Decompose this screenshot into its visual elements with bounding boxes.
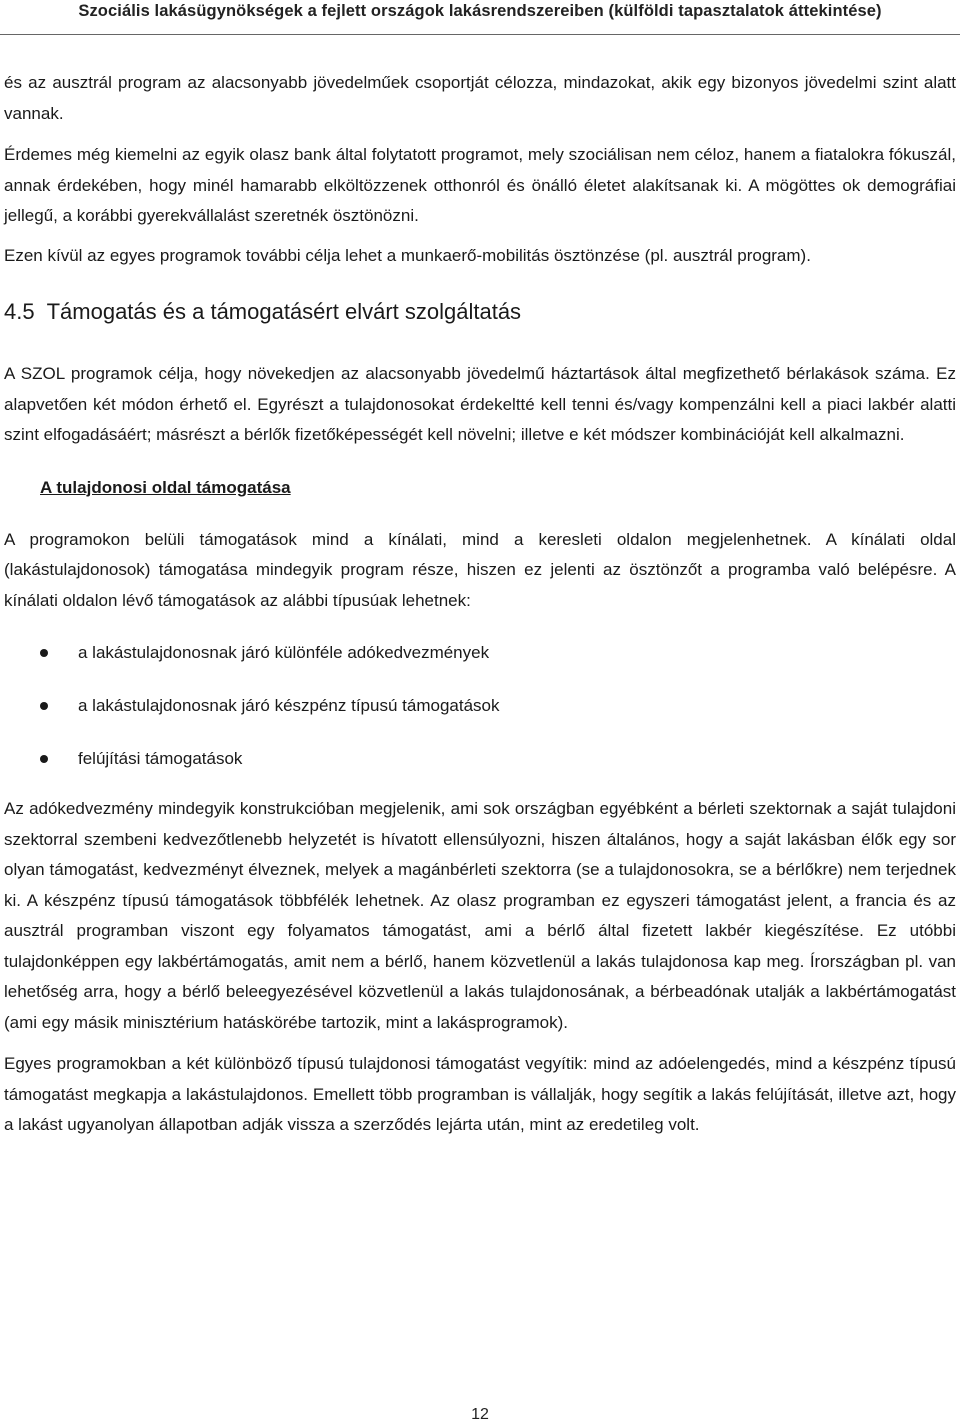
bullet-icon — [40, 755, 48, 763]
subsection-heading: A tulajdonosi oldal támogatása — [40, 477, 291, 497]
header-divider — [0, 34, 960, 35]
paragraph-intro-continued: és az ausztrál program az alacsonyabb jövedelműek csoportját célozza, mindazokat, akik egy bizonyos jövedelmi szint alatt vannak. — [4, 73, 956, 123]
paragraph-supply-side: A programokon belüli támogatások mind a kínálati, mind a keresleti oldalon megjelenhetnek. A kínálati oldal (lakástulajdonosok) támogatása mindegyik program része, hiszen ez jelenti az ösztönzőt a programba való belépésre. A kínálati oldalon lévő támogatások az alábbi típusúak lehetnek: — [4, 529, 956, 610]
section-heading — [4, 297, 956, 327]
bullet-icon — [40, 702, 48, 710]
list-item-text: felújítási támogatások — [78, 749, 243, 768]
list-item — [4, 638, 956, 668]
paragraph-italian-bank: Érdemes még kiemelni az egyik olasz bank által folytatott programot, mely szociálisan nem céloz, hanem a fiatalokra fókuszál, annak érdekében, hogy minél hamarabb elköltözzenek otthonról és önálló életet alakítsanak ki. A mögöttes ok demográfiai jellegű, a korábbi gyerekvállalást szeretnék ösztönözni. — [4, 145, 956, 225]
list-item-text: a lakástulajdonosnak járó készpénz típusú támogatások — [78, 696, 500, 715]
running-header: Szociális lakásügynökségek a fejlett országok lakásrendszereiben (külföldi tapasztalatok áttekintése) — [78, 2, 882, 20]
page-content — [4, 68, 956, 1141]
support-type-list — [4, 638, 956, 774]
list-item — [4, 691, 956, 721]
list-item — [4, 744, 956, 774]
paragraph-combined-support: Egyes programokban a két különböző típusú tulajdonosi támogatást vegyítik: mind az adóelengedés, mind a készpénz típusú támogatást megkapja a lakástulajdonos. Emellett több programban is vállalják, hogy segítik a lakás felújítását, illetve azt, hogy a lakást ugyanolyan állapotban adják vissza a szerződés lejárta után, mint az eredetileg volt. — [4, 1054, 956, 1134]
paragraph-szol-goal: A SZOL programok célja, hogy növekedjen az alacsonyabb jövedelmű háztartások által megfizethető bérlakások száma. Ez alapvetően két módon érhető el. Egyrészt a tulajdonosokat érdekeltté kell tenni és/vagy kompenzálni kell a piaci lakbér alatti szint elfogadásáért; másrészt a bérlők fizetőképességét kell növelni; illetve e két módszer kombinációját kell alkalmazni. — [4, 364, 956, 444]
paragraph-tax-relief: Az adókedvezmény mindegyik konstrukcióban megjelenik, ami sok országban egyébként a bérleti szektornak a saját tulajdoni szektorral szembeni kedvezőtlenebb helyzetét is hívatott ellensúlyozni, hiszen általános, hogy a saját lakásban élők egy sor olyan támogatást, kedvezményt élveznek, melyek a magánbérleti szektorra (se a tulajdonosokra, se a bérlőkre) nem terjednek ki. A készpénz típusú támogatások többfélék lehetnek. Az olasz programban ez egyszeri támogatást jelent, a francia és az ausztrál programban viszont egy folyamatos támogatást, ami a bérlő által fizetett lakbér kiegészítése. Ez utóbbi tulajdonképpen egy lakbértámogatás, amit nem a bérlő, hanem közvetlenül a lakás tulajdonosa kap meg. Írországban pl. van lehetőség arra, hogy a bérlő beleegyezésével közvetlenül a lakás tulajdonosának, a bérbeadónak utalják a lakbértámogatást (ami egy másik minisztérium hatáskörébe tartozik, mint a lakásprogramok). — [4, 799, 956, 1032]
bullet-icon — [40, 649, 48, 657]
paragraph-labour-mobility: Ezen kívül az egyes programok további célja lehet a munkaerő-mobilitás ösztönzése (pl. ausztrál program). — [4, 245, 811, 265]
section-number: 4.5 — [4, 299, 35, 324]
list-item-text: a lakástulajdonosnak járó különféle adókedvezmények — [78, 643, 490, 662]
page-number: 12 — [471, 1406, 489, 1423]
section-title: Támogatás és a támogatásért elvárt szolgáltatás — [46, 299, 522, 324]
